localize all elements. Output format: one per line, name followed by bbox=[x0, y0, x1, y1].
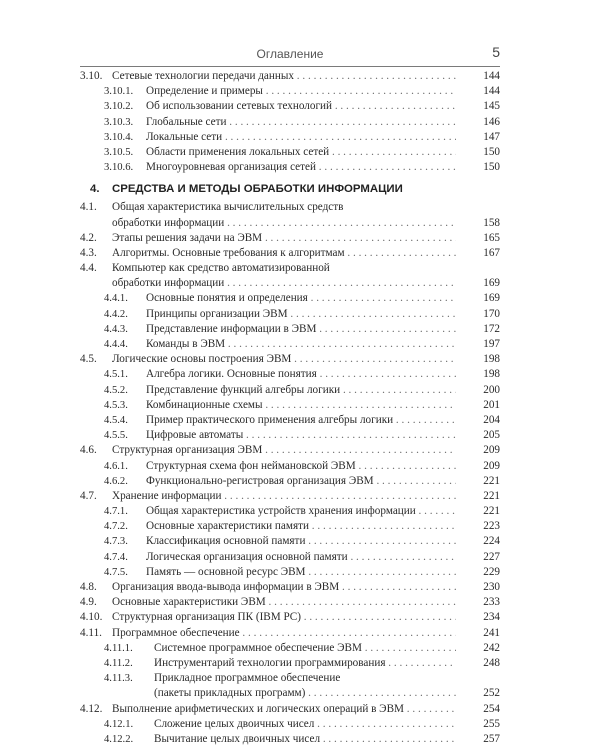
toc-entry-title: обработки информации . . . bbox=[112, 276, 456, 291]
toc-entry-title: Комбинационные схемы . . . bbox=[146, 398, 456, 413]
toc-entry-title: Классификация основной памяти . . . bbox=[146, 534, 456, 549]
toc-entry-title: Основные понятия и определения . . . bbox=[146, 291, 456, 306]
toc-entry-number: 4.12.1. bbox=[104, 718, 134, 730]
toc-entry-title: Организация ввода-вывода информации в ЭВМ . . . bbox=[112, 580, 456, 595]
toc-entry-page: 248 bbox=[483, 656, 500, 669]
toc-entry-page: 224 bbox=[483, 535, 500, 548]
toc-entry-number: 4.7.4. bbox=[104, 551, 128, 563]
toc-entry-number: 4.4.4. bbox=[104, 339, 128, 350]
toc-entry-number: 3.10.5. bbox=[104, 146, 134, 158]
toc-entry bbox=[80, 367, 500, 382]
toc-entry bbox=[80, 99, 500, 114]
toc-entry-number: 4.11. bbox=[80, 626, 102, 639]
toc-entry-title: Представление информации в ЭВМ . . . bbox=[146, 322, 456, 337]
toc-entry bbox=[80, 261, 500, 276]
chapter-heading bbox=[80, 181, 500, 198]
toc-entry bbox=[80, 656, 500, 671]
toc-entry bbox=[80, 717, 500, 732]
toc-entry-number: 4.11.2. bbox=[104, 657, 133, 669]
toc-entry-title: Компьютер как средство автоматизированной bbox=[112, 262, 330, 275]
toc-entry-title: Сетевые технологии передачи данных . . . bbox=[112, 69, 456, 84]
toc-entry-title: Глобальные сети . . . bbox=[146, 115, 456, 130]
toc-entry bbox=[80, 322, 500, 337]
toc-entry bbox=[80, 160, 500, 175]
toc-entry-page: 227 bbox=[483, 550, 500, 563]
toc-entry-title: обработки информации . . . bbox=[112, 216, 456, 231]
toc-entry-number: 4.7.1. bbox=[104, 506, 128, 518]
toc-entry-number: 4.5.4. bbox=[104, 414, 128, 426]
toc-entry-number: 4.1. bbox=[80, 201, 97, 214]
toc-entry-number: 3.10.6. bbox=[104, 162, 134, 174]
toc-entry bbox=[80, 398, 500, 413]
toc-entry bbox=[80, 504, 500, 519]
toc-entry-title: (пакеты прикладных программ) . . . bbox=[154, 686, 456, 701]
header-title: Оглавление bbox=[256, 47, 324, 61]
toc-entry bbox=[80, 246, 500, 261]
toc-entry bbox=[80, 626, 500, 641]
toc-entry-page: 170 bbox=[483, 307, 500, 320]
toc-entry-title: Прикладное программное обеспечение bbox=[154, 672, 341, 685]
table-of-contents bbox=[80, 69, 500, 747]
toc-entry-title: Выполнение арифметических и логических операций в ЭВМ . . . bbox=[112, 702, 456, 717]
toc-entry bbox=[80, 145, 500, 160]
toc-entry-page: 221 bbox=[483, 505, 500, 518]
toc-entry-title: Структурная схема фон неймановской ЭВМ . . . bbox=[146, 459, 456, 474]
toc-entry bbox=[80, 413, 500, 428]
toc-entry-page: 150 bbox=[483, 161, 500, 174]
toc-entry-title: Вычитание целых двоичных чисел . . . bbox=[154, 732, 456, 747]
toc-entry bbox=[80, 595, 500, 610]
toc-entry bbox=[80, 550, 500, 565]
toc-entry-page: 230 bbox=[483, 581, 500, 593]
toc-entry-title: Алгоритмы. Основные требования к алгоритмам . . . bbox=[112, 246, 456, 261]
toc-entry-page: 205 bbox=[483, 429, 500, 442]
toc-entry-number: 3.10.4. bbox=[104, 131, 134, 143]
toc-entry-page: 221 bbox=[483, 489, 500, 502]
toc-entry-page: 146 bbox=[483, 115, 500, 128]
toc-entry-page: 229 bbox=[483, 565, 500, 578]
toc-entry bbox=[80, 732, 500, 747]
chapter-number: 4. bbox=[90, 183, 100, 196]
toc-entry-number: 4.2. bbox=[80, 231, 97, 244]
toc-entry-number: 4.5. bbox=[80, 353, 97, 366]
toc-entry-page: 147 bbox=[483, 130, 500, 143]
toc-entry-number: 4.5.5. bbox=[104, 430, 128, 442]
toc-entry-number: 4.6. bbox=[80, 444, 97, 457]
toc-entry-page: 197 bbox=[483, 338, 500, 350]
toc-entry-page: 165 bbox=[483, 231, 500, 244]
toc-entry bbox=[80, 474, 500, 489]
toc-entry-page: 145 bbox=[483, 100, 500, 113]
toc-entry-page: 221 bbox=[483, 474, 500, 487]
toc-entry-title: Функционально-регистровая организация ЭВМ . . . bbox=[146, 474, 456, 489]
toc-entry-title: Об использовании сетевых технологий . . . bbox=[146, 99, 456, 114]
toc-entry-number: 4.11.3. bbox=[104, 673, 133, 685]
toc-entry-number: 4.7.2. bbox=[104, 521, 128, 533]
toc-entry bbox=[80, 428, 500, 443]
toc-entry-page: 169 bbox=[483, 277, 500, 290]
toc-entry-number: 4.4.2. bbox=[104, 308, 128, 320]
toc-entry bbox=[80, 702, 500, 717]
toc-entry-title: Многоуровневая организация сетей . . . bbox=[146, 160, 456, 175]
toc-entry-page: 233 bbox=[483, 596, 500, 609]
toc-entry-title: Представление функций алгебры логики . . . bbox=[146, 383, 456, 398]
toc-section-3-entries bbox=[80, 69, 500, 175]
toc-entry-number: 4.12.2. bbox=[104, 733, 134, 745]
toc-entry-page: 254 bbox=[483, 702, 500, 715]
toc-entry-page: 144 bbox=[483, 70, 500, 82]
toc-section-4-entries bbox=[80, 200, 500, 747]
toc-entry bbox=[80, 489, 500, 504]
toc-entry-title: Общая характеристика вычислительных средств bbox=[112, 201, 344, 214]
toc-entry-title: Логическая организация основной памяти . . . bbox=[146, 550, 456, 565]
toc-entry-number: 3.10. bbox=[80, 70, 103, 82]
toc-entry bbox=[80, 276, 500, 291]
toc-entry-number: 4.5.1. bbox=[104, 369, 128, 381]
toc-entry bbox=[80, 610, 500, 625]
toc-entry bbox=[80, 216, 500, 231]
toc-entry bbox=[80, 337, 500, 352]
toc-entry-page: 234 bbox=[483, 611, 500, 624]
toc-entry-number: 4.12. bbox=[80, 702, 103, 715]
toc-entry-page: 204 bbox=[483, 413, 500, 426]
toc-entry-title: Команды в ЭВМ . . . bbox=[146, 337, 456, 352]
toc-entry-page: 198 bbox=[483, 368, 500, 381]
toc-entry-title: Хранение информации . . . bbox=[112, 489, 456, 504]
toc-entry bbox=[80, 580, 500, 595]
toc-entry-title: Сложение целых двоичных чисел . . . bbox=[154, 717, 456, 732]
toc-entry-number: 4.6.2. bbox=[104, 475, 128, 487]
toc-entry bbox=[80, 307, 500, 322]
toc-entry bbox=[80, 115, 500, 130]
toc-entry bbox=[80, 291, 500, 306]
toc-entry bbox=[80, 459, 500, 474]
toc-entry-page: 172 bbox=[483, 322, 500, 335]
toc-entry-page: 252 bbox=[483, 687, 500, 700]
toc-entry-page: 257 bbox=[483, 732, 500, 745]
toc-entry bbox=[80, 200, 500, 215]
toc-entry-title: Программное обеспечение . . . bbox=[112, 626, 456, 641]
toc-entry-page: 242 bbox=[483, 641, 500, 654]
toc-entry-number: 4.7. bbox=[80, 489, 97, 502]
toc-entry bbox=[80, 130, 500, 145]
toc-entry-page: 167 bbox=[483, 246, 500, 259]
toc-entry-title: Пример практического применения алгебры логики . . . bbox=[146, 413, 456, 428]
toc-entry-number: 4.9. bbox=[80, 596, 97, 609]
toc-entry-number: 4.3. bbox=[80, 246, 97, 259]
toc-entry bbox=[80, 534, 500, 549]
toc-entry-title: Структурная организация ПК (IBM PC) . . . bbox=[112, 610, 456, 625]
toc-entry-number: 3.10.2. bbox=[104, 101, 134, 113]
toc-entry-number: 4.11.1. bbox=[104, 642, 133, 654]
toc-entry-title: Память — основной ресурс ЭВМ . . . bbox=[146, 565, 456, 580]
toc-entry-number: 3.10.3. bbox=[104, 116, 134, 128]
toc-entry-title: Этапы решения задачи на ЭВМ . . . bbox=[112, 231, 456, 246]
toc-entry-page: 209 bbox=[483, 459, 500, 472]
chapter-title: СРЕДСТВА И МЕТОДЫ ОБРАБОТКИ ИНФОРМАЦИИ bbox=[112, 183, 403, 196]
page-number: 5 bbox=[492, 44, 500, 60]
toc-entry-number: 4.5.2. bbox=[104, 384, 128, 396]
toc-entry-number: 4.8. bbox=[80, 581, 97, 593]
toc-entry bbox=[80, 641, 500, 656]
toc-entry-number: 4.6.1. bbox=[104, 460, 128, 472]
toc-entry-page: 223 bbox=[483, 520, 500, 533]
toc-entry-number: 4.5.3. bbox=[104, 399, 128, 411]
toc-entry-number: 4.4.1. bbox=[104, 293, 128, 305]
toc-entry-title: Инструментарий технологии программирования . . . bbox=[154, 656, 456, 671]
toc-entry-title: Локальные сети . . . bbox=[146, 130, 456, 145]
toc-entry bbox=[80, 383, 500, 398]
toc-entry-title: Определение и примеры . . . bbox=[146, 84, 456, 99]
toc-entry bbox=[80, 231, 500, 246]
toc-entry bbox=[80, 84, 500, 99]
toc-entry-title: Основные характеристики ЭВМ . . . bbox=[112, 595, 456, 610]
toc-entry-page: 241 bbox=[483, 626, 500, 639]
toc-entry bbox=[80, 443, 500, 458]
toc-entry bbox=[80, 352, 500, 367]
toc-entry-title: Области применения локальных сетей . . . bbox=[146, 145, 456, 160]
toc-entry-title: Принципы организации ЭВМ . . . bbox=[146, 307, 456, 322]
toc-entry bbox=[80, 671, 500, 686]
toc-entry-number: 4.4.3. bbox=[104, 323, 128, 335]
toc-entry bbox=[80, 69, 500, 84]
toc-entry-title: Структурная организация ЭВМ . . . bbox=[112, 443, 456, 458]
toc-entry-page: 150 bbox=[483, 145, 500, 158]
toc-entry-number: 4.4. bbox=[80, 262, 97, 275]
toc-entry-number: 4.7.3. bbox=[104, 536, 128, 548]
toc-entry-number: 4.7.5. bbox=[104, 566, 128, 578]
toc-entry-title: Цифровые автоматы . . . bbox=[146, 428, 456, 443]
toc-entry-title: Основные характеристики памяти . . . bbox=[146, 519, 456, 534]
toc-entry-page: 200 bbox=[483, 383, 500, 396]
toc-entry-page: 144 bbox=[483, 85, 500, 98]
toc-entry-title: Системное программное обеспечение ЭВМ . . . bbox=[154, 641, 456, 656]
toc-entry-page: 209 bbox=[483, 444, 500, 457]
running-header bbox=[80, 44, 500, 67]
toc-entry bbox=[80, 565, 500, 580]
toc-entry-title: Алгебра логики. Основные понятия . . . bbox=[146, 367, 456, 382]
toc-entry bbox=[80, 519, 500, 534]
toc-entry-page: 255 bbox=[483, 717, 500, 730]
toc-entry-page: 158 bbox=[483, 216, 500, 229]
toc-entry-page: 201 bbox=[483, 398, 500, 411]
toc-entry-number: 4.10. bbox=[80, 611, 103, 624]
toc-entry-title: Общая характеристика устройств хранения информации . . . bbox=[146, 504, 456, 519]
toc-entry-page: 169 bbox=[483, 292, 500, 305]
toc-entry-number: 3.10.1. bbox=[104, 86, 134, 98]
toc-entry bbox=[80, 686, 500, 701]
toc-entry-title: Логические основы построения ЭВМ . . . bbox=[112, 352, 456, 367]
toc-entry-page: 198 bbox=[483, 353, 500, 366]
